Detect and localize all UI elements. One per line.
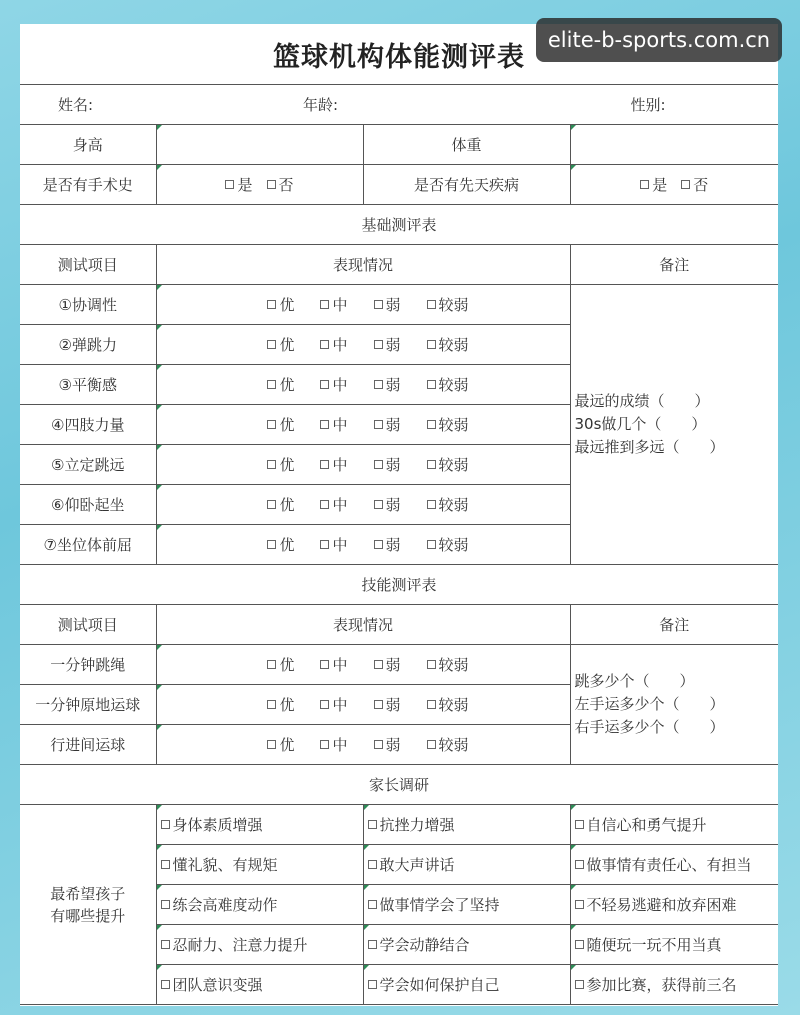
table-row [20,645,778,685]
basic-item-5-option-0[interactable] [267,494,294,515]
basic-item-2-option-3[interactable] [427,374,469,395]
weight-label-cell [363,125,570,165]
checkbox-icon[interactable] [575,980,584,989]
test-item [20,405,156,445]
congenital-no[interactable] [681,174,708,195]
parent-option-cell [156,925,363,965]
rating-options [157,694,570,715]
basic-item-6-option-0[interactable] [267,534,294,555]
basic-item-6-option-0-label: 优 [279,536,295,554]
checkbox-icon[interactable] [427,700,436,709]
basic-item-0-option-1[interactable] [320,294,347,315]
basic-item-3-option-0[interactable] [267,414,294,435]
parent-option-4-2[interactable] [575,976,737,994]
note-line: 右手运多少个（ ） [574,718,725,736]
checkbox-icon[interactable] [267,380,276,389]
basic-item-3-option-2[interactable] [374,414,401,435]
evaluation-form [20,24,778,1006]
basic-item-3-option-3[interactable] [427,414,469,435]
parent-option-3-1[interactable] [368,936,470,954]
rating-options [157,654,570,675]
basic-item-4-option-3[interactable] [427,454,469,475]
checkbox-icon[interactable] [575,860,584,869]
basic-item-5-option-1-label: 中 [332,496,348,514]
skill-item-0-option-0-label: 优 [279,656,295,674]
weight-label: 体重 [451,136,482,154]
test-item [20,525,156,565]
checkbox-icon[interactable] [374,740,383,749]
basic-item-0-option-0-label: 优 [279,296,295,314]
col-item-text: 测试项目 [57,256,118,274]
checkbox-icon[interactable] [427,460,436,469]
basic-item-6-option-1-label: 中 [332,536,348,554]
height-label: 身高 [72,136,103,154]
parent-option-0-2[interactable] [575,816,707,834]
basic-title [20,205,778,245]
checkbox-icon[interactable] [267,460,276,469]
congenital-yes[interactable] [640,174,667,195]
form-table [20,85,778,1005]
checkbox-icon[interactable] [320,300,329,309]
parent-option-1-2-label: 做事情有责任心、有担当 [586,856,752,874]
checkbox-icon[interactable] [427,740,436,749]
skill-item-1-option-0-label: 优 [279,696,295,714]
weight-input[interactable] [570,125,778,165]
basic-item-4-option-1-label: 中 [332,456,348,474]
basic-item-5-option-2[interactable] [374,494,401,515]
parent-option-4-0[interactable] [161,976,263,994]
parent-option-2-2-label: 不轻易逃避和放弃困难 [586,896,737,914]
basic-item-0-option-2-label: 弱 [385,296,401,314]
skill-item-0-option-2[interactable] [374,654,401,675]
checkbox-icon[interactable] [267,300,276,309]
skill-item-2-option-3[interactable] [427,734,469,755]
skill-item-1-option-1-label: 中 [332,696,348,714]
surgery-no[interactable] [267,174,294,195]
checkbox-icon[interactable] [427,540,436,549]
parent-option-cell [156,965,363,1005]
parent-option-cell [570,805,778,845]
basic-item-3-option-1[interactable] [320,414,347,435]
parent-option-4-0-label: 团队意识变强 [172,976,263,994]
parent-option-3-1-label: 学会动静结合 [379,936,470,954]
rating-options [157,494,570,515]
skill-item-2-option-0-label: 优 [279,736,295,754]
basic-item-3-option-3-label: 较弱 [438,416,469,434]
col-note-text: 备注 [659,256,690,274]
checkbox-icon[interactable] [575,820,584,829]
parent-option-4-1[interactable] [368,976,500,994]
basic-item-6-option-2-label: 弱 [385,536,401,554]
checkbox-icon[interactable] [427,340,436,349]
rating-options [157,294,570,315]
basic-item-2-option-1-label: 中 [332,376,348,394]
basic-item-1-option-2[interactable] [374,334,401,355]
note-line: 左手运多少个（ ） [574,695,725,713]
basic-item-5-option-3[interactable] [427,494,469,515]
rating-options [157,334,570,355]
checkbox-icon[interactable] [374,500,383,509]
checkbox-icon[interactable] [267,500,276,509]
checkbox-icon[interactable] [575,940,584,949]
performance-cell [156,645,570,685]
checkbox-icon[interactable] [368,980,377,989]
table-row [20,805,778,845]
skill-item-2-option-2-label: 弱 [385,736,401,754]
basic-item-2-option-0-label: 优 [279,376,295,394]
parent-option-cell [363,885,570,925]
basic-item-6-option-2[interactable] [374,534,401,555]
rating-options [157,534,570,555]
parent-option-cell [363,845,570,885]
skill-item-0-option-1-label: 中 [332,656,348,674]
parent-option-0-0-label: 身体素质增强 [172,816,263,834]
col-item-text: 测试项目 [57,616,118,634]
skill-header-row [20,605,778,645]
parent-option-0-1-label: 抗挫力增强 [379,816,455,834]
checkbox-icon[interactable] [427,660,436,669]
congenital-yes-label: 是 [652,176,668,194]
skill-notes [570,645,778,765]
checkbox-icon[interactable] [368,820,377,829]
test-item-label: ①协调性 [58,296,117,314]
performance-cell [156,405,570,445]
col-note-header [570,605,778,645]
col-item-header [20,245,156,285]
performance-cell [156,445,570,485]
basic-item-2-option-3-label: 较弱 [438,376,469,394]
checkbox-icon[interactable] [161,860,170,869]
basic-item-1-option-2-label: 弱 [385,336,401,354]
test-item-label: 一分钟原地运球 [35,696,141,714]
skill-item-1-option-0[interactable] [267,694,294,715]
col-perf-header [156,605,570,645]
basic-item-3-option-2-label: 弱 [385,416,401,434]
checkbox-icon[interactable] [267,660,276,669]
test-item-label: ⑤立定跳远 [51,456,125,474]
basic-item-4-option-2[interactable] [374,454,401,475]
basic-item-4-option-0-label: 优 [279,456,295,474]
watermark [536,18,782,62]
test-item-label: ⑥仰卧起坐 [51,496,125,514]
parent-option-1-1[interactable] [368,856,455,874]
surgery-yes[interactable] [225,174,252,195]
parent-option-1-0[interactable] [161,856,278,874]
parent-option-cell [156,845,363,885]
rating-options [157,734,570,755]
basic-item-0-option-3[interactable] [427,294,469,315]
body-row [20,125,778,165]
test-item-label: ③平衡感 [58,376,117,394]
checkbox-icon[interactable] [368,940,377,949]
skill-item-1-option-3[interactable] [427,694,469,715]
checkbox-icon[interactable] [267,540,276,549]
congenital-label: 是否有先天疾病 [413,176,519,194]
checkbox-icon[interactable] [320,340,329,349]
surgery-no-label: 否 [278,176,294,194]
parent-option-1-0-label: 懂礼貌、有规矩 [172,856,278,874]
basic-item-1-option-3-label: 较弱 [438,336,469,354]
basic-item-2-option-2-label: 弱 [385,376,401,394]
checkbox-icon[interactable] [374,540,383,549]
basic-title-row [20,205,778,245]
congenital-no-label: 否 [693,176,709,194]
test-item [20,685,156,725]
skill-item-0-option-3[interactable] [427,654,469,675]
basic-item-0-option-2[interactable] [374,294,401,315]
checkbox-icon[interactable] [427,380,436,389]
basic-item-1-option-0[interactable] [267,334,294,355]
checkbox-icon[interactable] [374,380,383,389]
test-item-label: ④四肢力量 [51,416,125,434]
parent-option-cell [570,965,778,1005]
note-line: 30s做几个（ ） [574,415,707,433]
checkbox-icon[interactable] [368,860,377,869]
parent-option-2-0[interactable] [161,896,278,914]
info-row [20,85,778,125]
performance-cell [156,685,570,725]
checkbox-icon[interactable] [374,420,383,429]
basic-item-2-option-1[interactable] [320,374,347,395]
checkbox-icon[interactable] [267,420,276,429]
basic-item-3-option-0-label: 优 [279,416,295,434]
parent-option-cell [363,965,570,1005]
checkbox-icon[interactable] [161,980,170,989]
checkbox-icon[interactable] [427,300,436,309]
parent-option-cell [363,925,570,965]
parent-option-2-1[interactable] [368,896,500,914]
parent-option-1-1-label: 敢大声讲话 [379,856,455,874]
note-line: 最远推到多远（ ） [574,438,725,456]
col-perf-header [156,245,570,285]
parent-option-3-0-label: 忍耐力、注意力提升 [172,936,308,954]
col-item-header [20,605,156,645]
performance-cell [156,525,570,565]
checkbox-icon[interactable] [320,540,329,549]
skill-title-row [20,565,778,605]
checkbox-icon[interactable] [640,180,649,189]
checkbox-icon[interactable] [320,740,329,749]
basic-item-4-option-1[interactable] [320,454,347,475]
parent-option-2-2[interactable] [575,896,737,914]
parent-option-4-1-label: 学会如何保护自己 [379,976,500,994]
checkbox-icon[interactable] [320,500,329,509]
test-item [20,365,156,405]
col-note-text: 备注 [659,616,690,634]
basic-item-1-option-3[interactable] [427,334,469,355]
basic-header-row [20,245,778,285]
surgery-yes-label: 是 [237,176,253,194]
age-label: 年龄: [303,96,339,114]
info-cell [20,85,778,125]
basic-item-5-option-2-label: 弱 [385,496,401,514]
congenital-choice [570,165,778,205]
checkbox-icon[interactable] [320,380,329,389]
height-label-cell [20,125,156,165]
skill-item-1-option-2[interactable] [374,694,401,715]
checkbox-icon[interactable] [320,460,329,469]
basic-item-2-option-0[interactable] [267,374,294,395]
performance-cell [156,365,570,405]
basic-item-5-option-1[interactable] [320,494,347,515]
basic-item-4-option-0[interactable] [267,454,294,475]
basic-item-0-option-0[interactable] [267,294,294,315]
question-line-1: 最希望孩子 [50,884,126,903]
col-note-header [570,245,778,285]
basic-item-1-option-1[interactable] [320,334,347,355]
checkbox-icon[interactable] [368,900,377,909]
skill-title [20,565,778,605]
basic-item-4-option-3-label: 较弱 [438,456,469,474]
gender-label: 性别: [630,96,666,114]
skill-item-2-option-1[interactable] [320,734,347,755]
form-title: 篮球机构体能测评表 [273,41,525,73]
basic-item-3-option-1-label: 中 [332,416,348,434]
parent-option-2-0-label: 练会高难度动作 [172,896,278,914]
parent-option-0-0[interactable] [161,816,263,834]
test-item-label: 行进间运球 [50,736,126,754]
parent-option-cell [570,885,778,925]
checkbox-icon[interactable] [427,500,436,509]
checkbox-icon[interactable] [374,660,383,669]
parent-option-3-0[interactable] [161,936,308,954]
skill-item-2-option-3-label: 较弱 [438,736,469,754]
basic-item-4-option-2-label: 弱 [385,456,401,474]
skill-item-0-option-2-label: 弱 [385,656,401,674]
surgery-label: 是否有手术史 [42,176,133,194]
table-row [20,285,778,325]
skill-item-1-option-3-label: 较弱 [438,696,469,714]
basic-item-6-option-3[interactable] [427,534,469,555]
basic-item-5-option-0-label: 优 [279,496,295,514]
checkbox-icon[interactable] [161,940,170,949]
rating-options [157,454,570,475]
checkbox-icon[interactable] [161,820,170,829]
skill-item-0-option-1[interactable] [320,654,347,675]
rating-options [157,374,570,395]
checkbox-icon[interactable] [267,340,276,349]
test-item [20,325,156,365]
basic-item-6-option-1[interactable] [320,534,347,555]
parent-title [20,765,778,805]
test-item [20,445,156,485]
basic-notes [570,285,778,565]
parent-option-cell [570,845,778,885]
surgery-label-cell [20,165,156,205]
height-input[interactable] [156,125,363,165]
parent-title-row [20,765,778,805]
watermark-text: elite-b-sports.com.cn [547,28,771,52]
checkbox-icon[interactable] [225,180,234,189]
test-item [20,485,156,525]
basic-title-text: 基础测评表 [361,216,437,234]
parent-option-3-2-label: 随便玩一玩不用当真 [586,936,722,954]
history-row [20,165,778,205]
parent-option-cell [156,805,363,845]
skill-item-2-option-2[interactable] [374,734,401,755]
checkbox-icon[interactable] [320,700,329,709]
checkbox-icon[interactable] [374,340,383,349]
basic-item-1-option-1-label: 中 [332,336,348,354]
checkbox-icon[interactable] [320,420,329,429]
parent-option-0-2-label: 自信心和勇气提升 [586,816,707,834]
skill-item-0-option-3-label: 较弱 [438,656,469,674]
test-item [20,725,156,765]
test-item-label: ②弹跳力 [58,336,117,354]
parent-option-2-1-label: 做事情学会了坚持 [379,896,500,914]
parent-option-4-2-label: 参加比赛，获得前三名 [586,976,737,994]
parent-question [20,805,156,1005]
basic-item-5-option-3-label: 较弱 [438,496,469,514]
skill-item-2-option-0[interactable] [267,734,294,755]
skill-title-text: 技能测评表 [361,576,437,594]
parent-option-cell [570,925,778,965]
basic-item-0-option-1-label: 中 [332,296,348,314]
parent-option-3-2[interactable] [575,936,722,954]
performance-cell [156,285,570,325]
rating-options [157,414,570,435]
basic-item-2-option-2[interactable] [374,374,401,395]
checkbox-icon[interactable] [267,740,276,749]
basic-item-0-option-3-label: 较弱 [438,296,469,314]
checkbox-icon[interactable] [427,420,436,429]
basic-item-1-option-0-label: 优 [279,336,295,354]
parent-option-0-1[interactable] [368,816,455,834]
test-item [20,645,156,685]
performance-cell [156,725,570,765]
test-item-label: ⑦坐位体前屈 [43,536,132,554]
col-perf-text: 表现情况 [332,616,393,634]
skill-item-1-option-1[interactable] [320,694,347,715]
note-line: 跳多少个（ ） [574,672,695,690]
basic-item-6-option-3-label: 较弱 [438,536,469,554]
skill-item-0-option-0[interactable] [267,654,294,675]
col-perf-text: 表现情况 [332,256,393,274]
checkbox-icon[interactable] [267,700,276,709]
parent-option-cell [156,885,363,925]
question-line-2: 有哪些提升 [50,906,126,925]
congenital-label-cell [363,165,570,205]
performance-cell [156,485,570,525]
checkbox-icon[interactable] [320,660,329,669]
skill-item-1-option-2-label: 弱 [385,696,401,714]
checkbox-icon[interactable] [374,700,383,709]
test-item [20,285,156,325]
surgery-choice [156,165,363,205]
skill-item-2-option-1-label: 中 [332,736,348,754]
checkbox-icon[interactable] [681,180,690,189]
name-label: 姓名: [58,96,94,114]
checkbox-icon[interactable] [267,180,276,189]
parent-option-cell [363,805,570,845]
test-item-label: 一分钟跳绳 [50,656,126,674]
performance-cell [156,325,570,365]
note-line: 最远的成绩（ ） [574,392,710,410]
checkbox-icon[interactable] [575,900,584,909]
checkbox-icon[interactable] [161,900,170,909]
parent-option-1-2[interactable] [575,856,752,874]
checkbox-icon[interactable] [374,300,383,309]
checkbox-icon[interactable] [374,460,383,469]
parent-title-text: 家长调研 [368,776,429,794]
